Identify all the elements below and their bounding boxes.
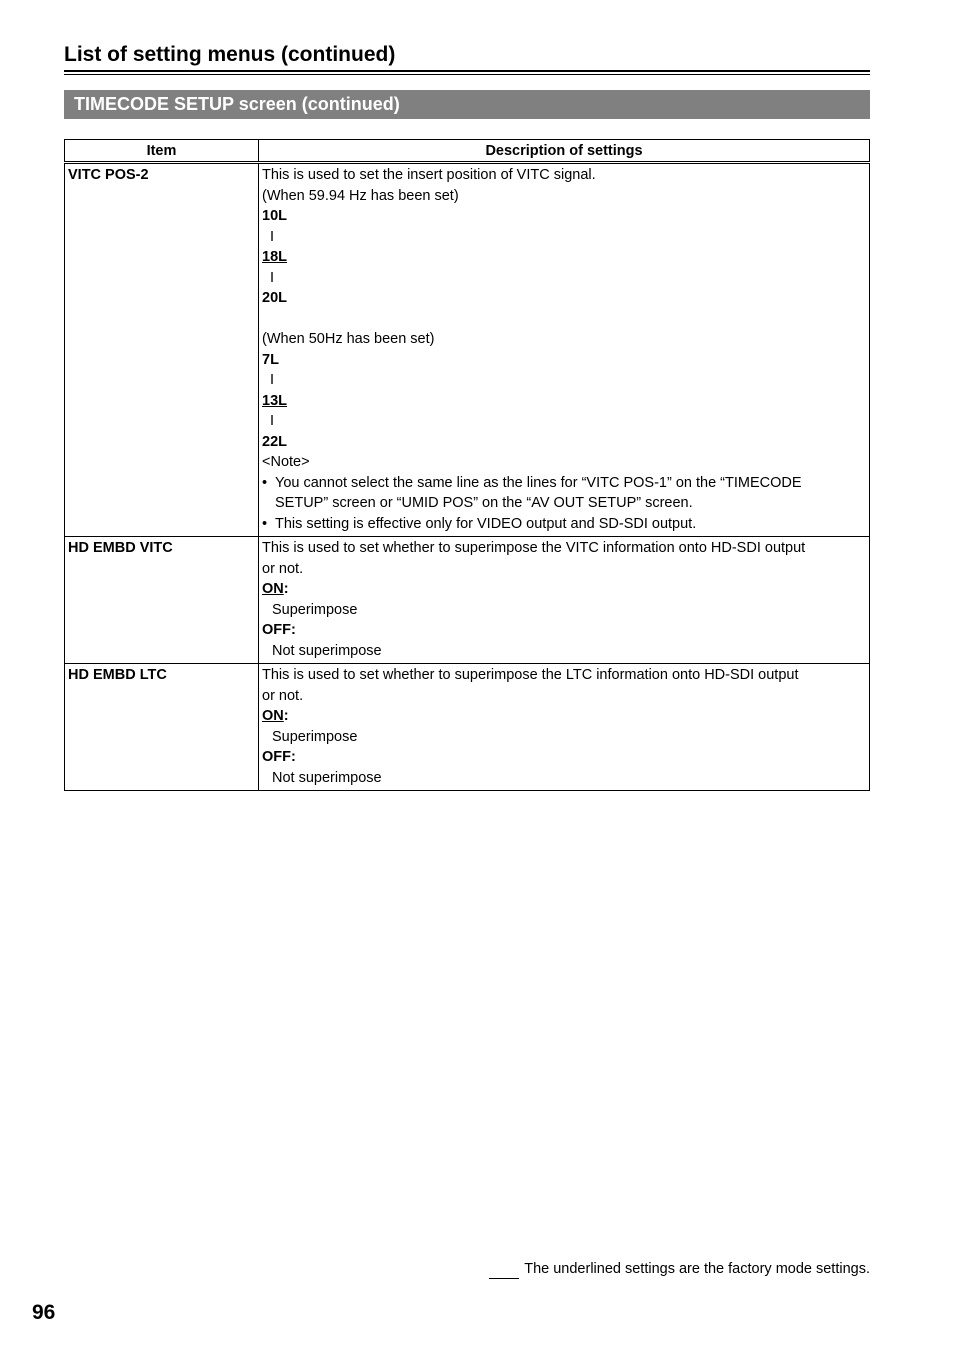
description-hd-embd-ltc (259, 664, 870, 791)
table-header-row (65, 140, 870, 163)
table-row-vitc-pos-2 (65, 163, 870, 537)
option-on (262, 579, 866, 600)
description-hd-embd-vitc (259, 537, 870, 664)
desc-text: or not. (262, 687, 304, 704)
range-mark: I (270, 228, 275, 245)
desc-text: This is used to set the insert position of VITC signal. (262, 167, 596, 183)
header-description: Description of settings (259, 140, 870, 163)
desc-text: This is used to set whether to superimpose the VITC information onto HD-SDI output (262, 540, 806, 556)
spacer (262, 309, 866, 330)
setting-value: 20L (262, 290, 287, 306)
option-on-label: ON (262, 708, 284, 724)
colon: : (283, 708, 289, 724)
underline-sample (489, 1262, 519, 1279)
colon: : (283, 581, 289, 597)
option-off-desc: Not superimpose (272, 769, 382, 786)
desc-text: (When 59.94 Hz has been set) (262, 187, 459, 204)
table-row-hd-embd-vitc (65, 537, 870, 664)
header-item: Item (65, 140, 259, 163)
footnote (489, 1259, 870, 1279)
settings-table (64, 139, 870, 791)
option-off-label: OFF: (262, 622, 296, 638)
option-on-desc: Superimpose (272, 601, 358, 618)
bullet-mark: • (262, 515, 268, 532)
note-text: You cannot select the same line as the lines for “VITC POS-1” on the “TIMECODE (275, 474, 802, 491)
desc-text: (When 50Hz has been set) (262, 331, 435, 347)
page-number: 96 (32, 1301, 56, 1324)
bullet-mark: • (262, 474, 268, 491)
range-mark: I (270, 269, 275, 286)
note-text: This setting is effective only for VIDEO output and SD-SDI output. (275, 515, 697, 532)
desc-text: This is used to set whether to superimpose the LTC information onto HD-SDI output (262, 667, 799, 683)
option-off-label: OFF: (262, 749, 296, 765)
setting-value: 7L (262, 351, 279, 368)
range-mark: I (270, 372, 275, 388)
note-label: <Note> (262, 454, 310, 470)
page-title: List of setting menus (continued) (64, 43, 396, 66)
note-bullet (262, 514, 866, 535)
option-on-label: ON (262, 581, 284, 597)
section-heading: TIMECODE SETUP screen (continued) (64, 90, 870, 119)
note-bullet (262, 473, 866, 514)
option-on (262, 706, 866, 727)
note-text: SETUP” screen or “UMID POS” on the “AV OUT SETUP” screen. (275, 495, 693, 511)
option-off-desc: Not superimpose (272, 642, 382, 659)
item-hd-embd-vitc: HD EMBD VITC (65, 537, 259, 664)
desc-text: or not. (262, 560, 304, 577)
description-vitc-pos-2 (259, 163, 870, 537)
table-row-hd-embd-ltc (65, 664, 870, 791)
setting-value: 10L (262, 208, 287, 224)
option-on-desc: Superimpose (272, 728, 358, 745)
title-rule-thin (64, 74, 870, 75)
range-mark: I (270, 413, 275, 429)
item-hd-embd-ltc: HD EMBD LTC (65, 664, 259, 791)
item-vitc-pos-2: VITC POS-2 (65, 163, 259, 537)
footnote-text: The underlined settings are the factory mode settings. (524, 1261, 870, 1277)
setting-value-default: 18L (262, 249, 287, 265)
setting-value-default: 13L (262, 392, 287, 409)
setting-value: 22L (262, 433, 287, 450)
title-rule (64, 70, 870, 72)
